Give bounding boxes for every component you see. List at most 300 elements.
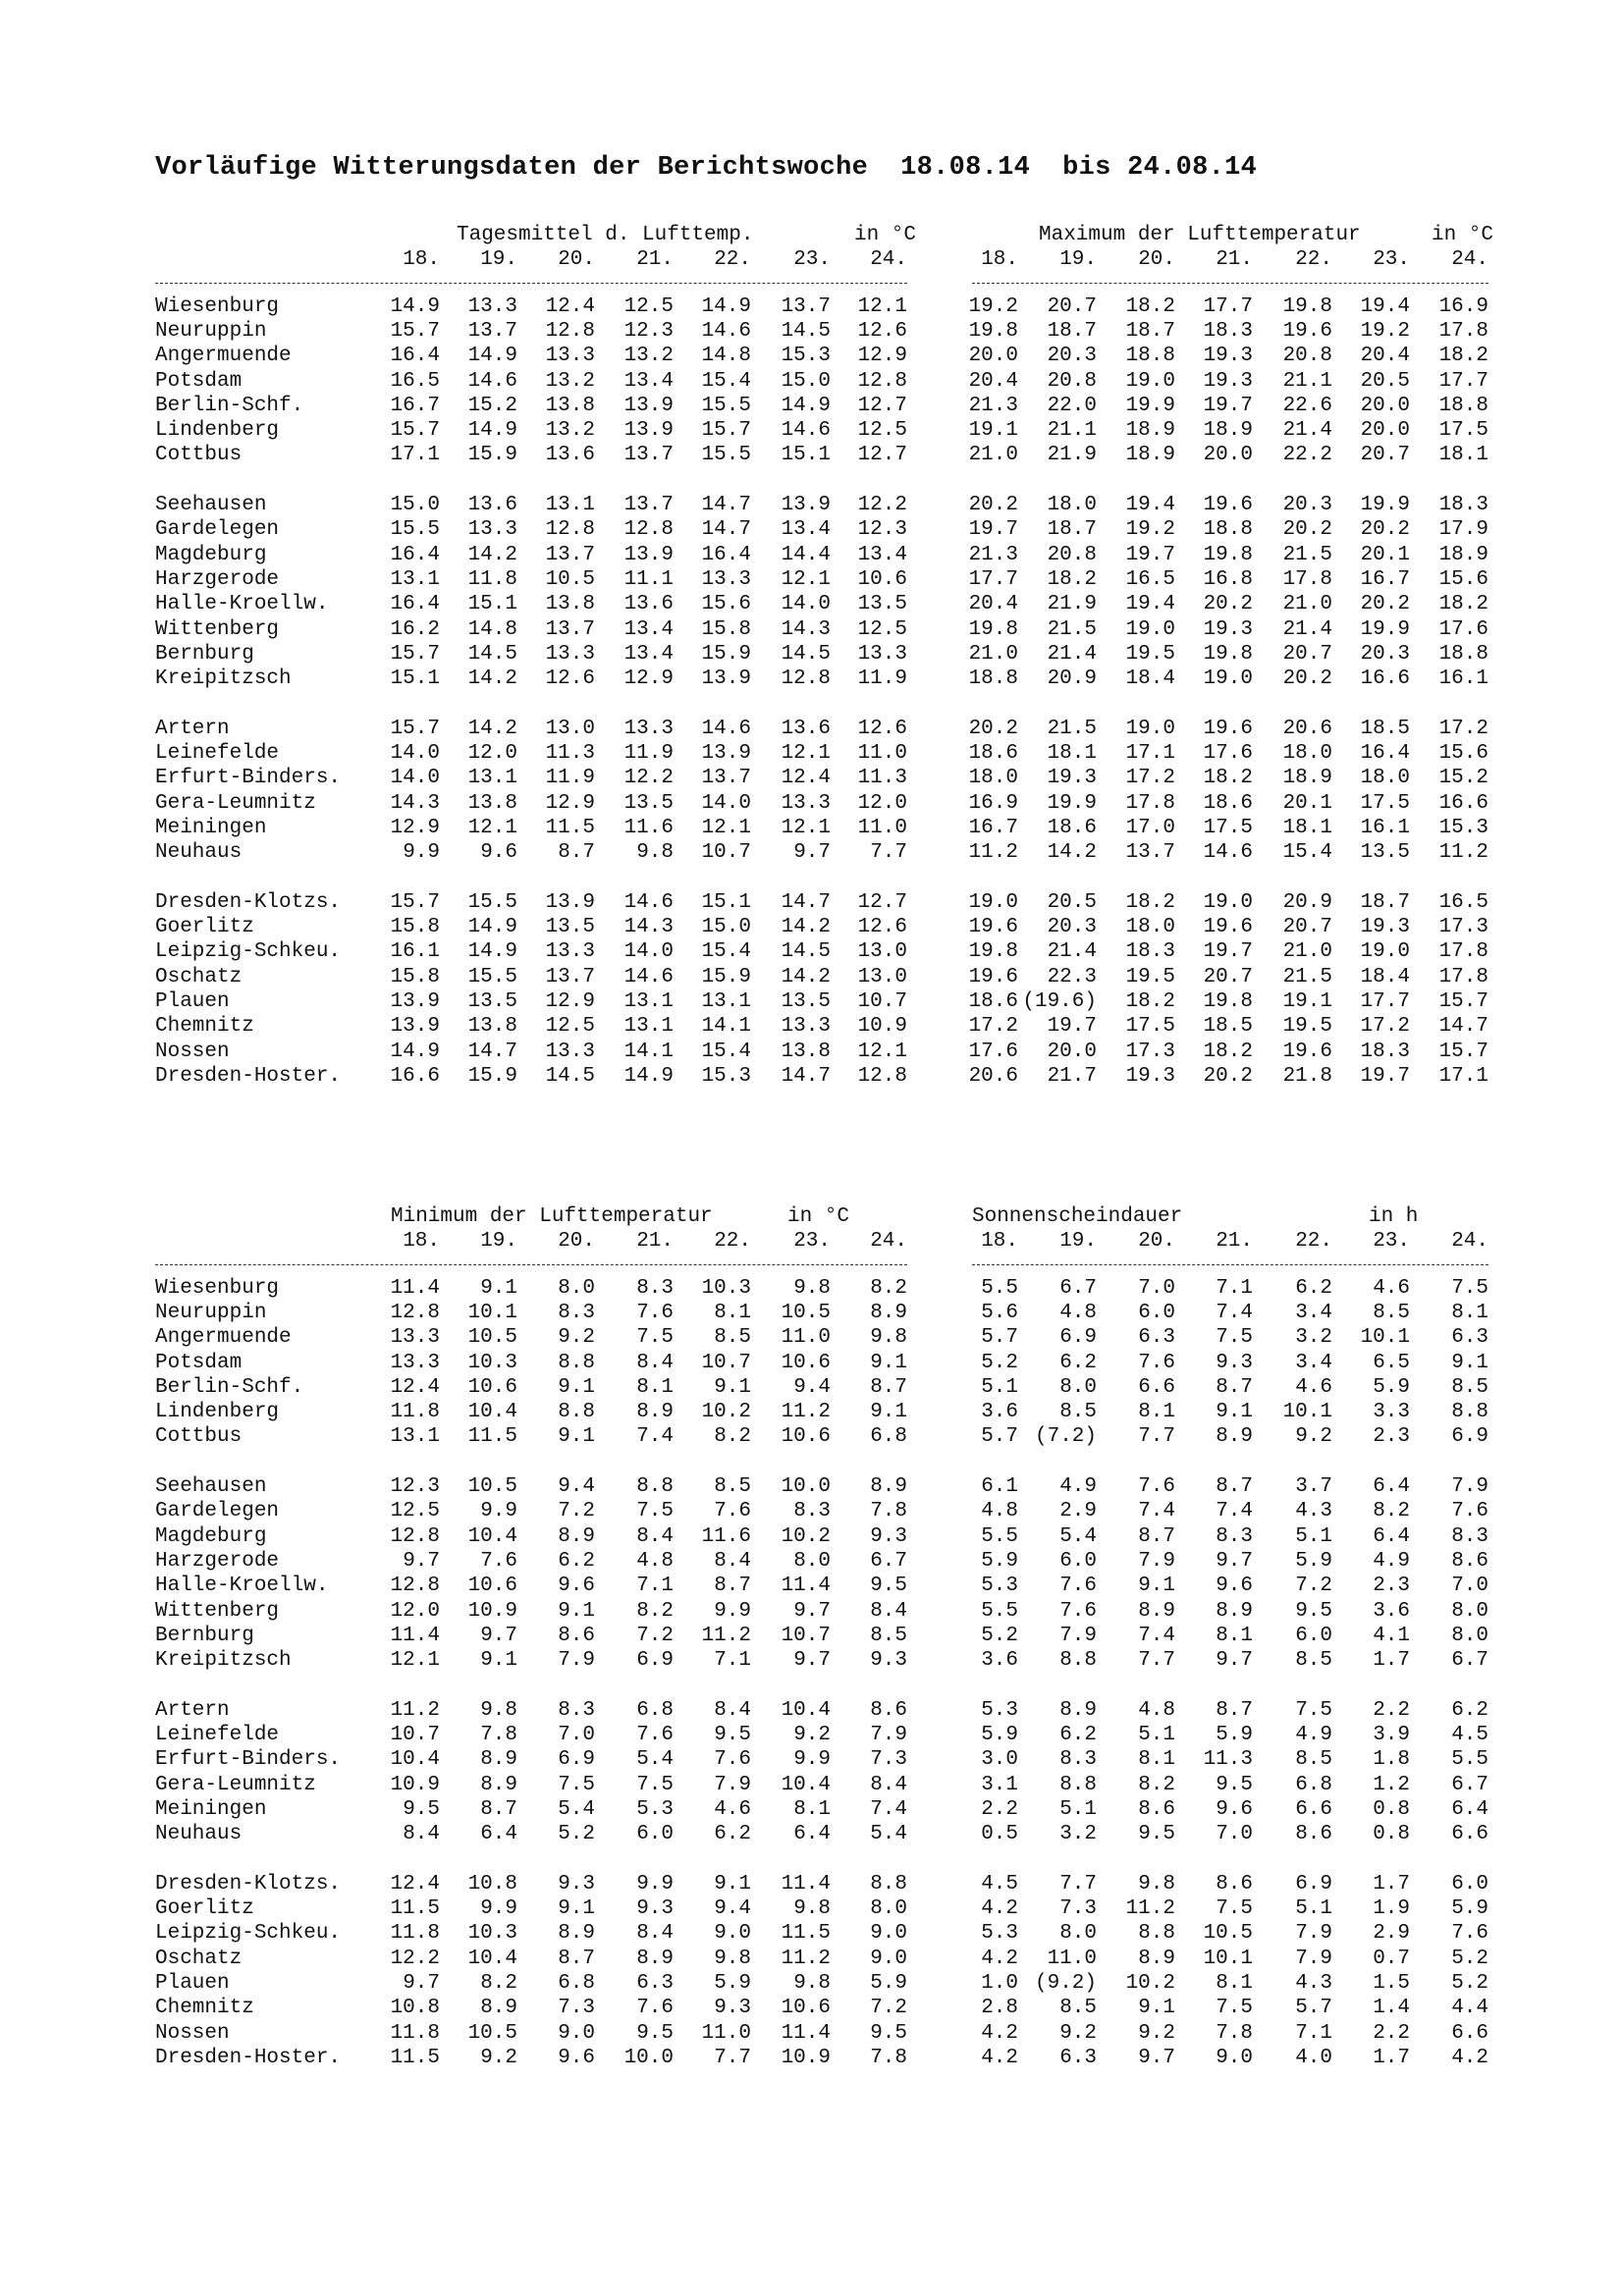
station-name: Chemnitz bbox=[155, 1015, 254, 1039]
value-cell: 8.9 bbox=[870, 1475, 907, 1498]
station-name: Berlin-Schf. bbox=[155, 1375, 304, 1399]
value-cell: 5.9 bbox=[714, 1972, 751, 1995]
value-cell: 18.7 bbox=[1047, 319, 1097, 343]
value-cell: 8.7 bbox=[1138, 1524, 1175, 1548]
value-cell: 15.5 bbox=[701, 394, 751, 417]
value-cell: 15.7 bbox=[390, 319, 440, 343]
station-row bbox=[0, 939, 1623, 964]
value-cell: 6.4 bbox=[480, 1823, 517, 1846]
value-cell: 11.5 bbox=[545, 816, 595, 839]
value-cell: 11.2 bbox=[701, 1624, 751, 1647]
value-cell: 14.5 bbox=[781, 319, 831, 343]
value-cell: 15.6 bbox=[1438, 567, 1488, 591]
value-cell: 14.8 bbox=[701, 345, 751, 368]
value-cell: 21.4 bbox=[1047, 642, 1097, 666]
value-cell: 8.9 bbox=[558, 1524, 595, 1548]
value-cell: 19.4 bbox=[1125, 593, 1175, 616]
value-cell: 3.3 bbox=[1373, 1401, 1410, 1424]
value-cell: 4.6 bbox=[714, 1797, 751, 1821]
station-name: Oschatz bbox=[155, 1947, 243, 1970]
value-cell: 17.5 bbox=[1360, 791, 1410, 815]
value-cell: 13.7 bbox=[781, 294, 831, 318]
value-cell: 4.8 bbox=[636, 1549, 674, 1573]
value-cell: 3.1 bbox=[981, 1773, 1018, 1796]
value-cell: 18.8 bbox=[1125, 345, 1175, 368]
value-cell: 18.7 bbox=[1360, 890, 1410, 914]
value-cell: 19.7 bbox=[1047, 1015, 1097, 1039]
value-cell: 19.2 bbox=[1360, 319, 1410, 343]
value-cell: 5.2 bbox=[981, 1351, 1018, 1374]
value-cell: 15.8 bbox=[701, 617, 751, 641]
value-cell: 14.8 bbox=[467, 617, 517, 641]
value-cell: 20.1 bbox=[1282, 791, 1332, 815]
value-cell: 12.5 bbox=[857, 617, 907, 641]
value-cell: 10.9 bbox=[390, 1773, 440, 1796]
station-name: Angermuende bbox=[155, 345, 292, 368]
value-cell: 9.3 bbox=[558, 1872, 595, 1896]
value-cell: 20.8 bbox=[1047, 369, 1097, 393]
value-cell: 19.6 bbox=[1282, 319, 1332, 343]
value-cell: 11.9 bbox=[545, 767, 595, 790]
value-cell: 2.2 bbox=[1373, 1698, 1410, 1722]
value-cell: 13.3 bbox=[545, 940, 595, 964]
value-cell: 5.9 bbox=[870, 1972, 907, 1995]
day-header: 21. bbox=[636, 248, 674, 272]
value-cell: 15.6 bbox=[1438, 742, 1488, 765]
value-cell: 5.4 bbox=[558, 1797, 595, 1821]
value-cell: 10.5 bbox=[467, 1326, 517, 1350]
day-header: 20. bbox=[558, 1230, 595, 1254]
value-cell: 15.7 bbox=[390, 419, 440, 443]
value-cell: 13.9 bbox=[623, 394, 674, 417]
value-cell: 8.9 bbox=[636, 1947, 674, 1970]
value-cell: 18.6 bbox=[1203, 791, 1253, 815]
value-cell: 5.9 bbox=[1451, 1897, 1488, 1921]
value-cell: 13.3 bbox=[390, 1326, 440, 1350]
value-cell: 10.8 bbox=[467, 1872, 517, 1896]
value-cell: 17.6 bbox=[1203, 742, 1253, 765]
value-cell: 18.0 bbox=[968, 767, 1018, 790]
value-cell: 10.7 bbox=[701, 1351, 751, 1374]
value-cell: 8.3 bbox=[558, 1301, 595, 1324]
value-cell: 13.6 bbox=[545, 444, 595, 467]
value-cell: 6.9 bbox=[1059, 1326, 1097, 1350]
value-cell: 12.9 bbox=[623, 667, 674, 691]
value-cell: 8.9 bbox=[1138, 1947, 1175, 1970]
value-cell: 15.5 bbox=[390, 518, 440, 542]
value-cell: 4.3 bbox=[1295, 1500, 1332, 1523]
value-cell: 10.1 bbox=[1203, 1947, 1253, 1970]
value-cell: 8.4 bbox=[636, 1524, 674, 1548]
value-cell: 7.4 bbox=[636, 1425, 674, 1449]
value-cell: 4.9 bbox=[1373, 1549, 1410, 1573]
station-name: Nossen bbox=[155, 2021, 230, 2045]
value-cell: 13.9 bbox=[701, 742, 751, 765]
value-cell: 6.4 bbox=[793, 1823, 831, 1846]
station-row bbox=[0, 816, 1623, 840]
value-cell: 14.5 bbox=[467, 642, 517, 666]
value-cell: 18.2 bbox=[1125, 294, 1175, 318]
value-cell: 13.9 bbox=[781, 494, 831, 516]
value-cell: 7.9 bbox=[1059, 1624, 1097, 1647]
value-cell: 11.8 bbox=[390, 1922, 440, 1946]
value-cell: 18.2 bbox=[1203, 1040, 1253, 1063]
value-cell: 17.8 bbox=[1125, 791, 1175, 815]
value-cell: 11.5 bbox=[390, 1897, 440, 1921]
value-cell: 20.2 bbox=[968, 494, 1018, 516]
value-cell: 9.1 bbox=[558, 1375, 595, 1399]
value-cell: 18.9 bbox=[1125, 444, 1175, 467]
value-cell: 15.1 bbox=[701, 890, 751, 914]
value-cell: 1.8 bbox=[1373, 1748, 1410, 1772]
value-cell: 7.9 bbox=[558, 1649, 595, 1673]
value-cell: 17.5 bbox=[1125, 1015, 1175, 1039]
value-cell: 3.6 bbox=[1373, 1599, 1410, 1623]
value-cell: 16.8 bbox=[1203, 567, 1253, 591]
value-cell: 1.9 bbox=[1373, 1897, 1410, 1921]
value-cell: 14.0 bbox=[781, 593, 831, 616]
day-header: 19. bbox=[480, 248, 517, 272]
value-cell: 12.4 bbox=[390, 1872, 440, 1896]
value-cell: 8.1 bbox=[636, 1375, 674, 1399]
value-cell: 6.9 bbox=[1451, 1425, 1488, 1449]
value-cell: 10.7 bbox=[857, 990, 907, 1013]
table-heading: Sonnenscheindauer bbox=[972, 1205, 1183, 1228]
station-name: Dresden-Hoster. bbox=[155, 2046, 342, 2069]
value-cell: 18.0 bbox=[1360, 767, 1410, 790]
station-row bbox=[0, 2021, 1623, 2046]
value-cell: 15.0 bbox=[781, 369, 831, 393]
value-cell: 8.9 bbox=[1216, 1425, 1253, 1449]
day-header: 22. bbox=[714, 248, 751, 272]
day-header: 21. bbox=[1216, 248, 1253, 272]
station-row bbox=[0, 1014, 1623, 1039]
value-cell: 13.7 bbox=[545, 965, 595, 988]
value-cell: 12.6 bbox=[857, 717, 907, 740]
value-cell: 9.7 bbox=[403, 1972, 440, 1995]
station-name: Kreipitzsch bbox=[155, 667, 292, 691]
value-cell: 20.0 bbox=[1360, 419, 1410, 443]
value-cell: 9.3 bbox=[1216, 1351, 1253, 1374]
value-cell: 20.2 bbox=[1360, 518, 1410, 542]
value-cell: 15.4 bbox=[701, 1040, 751, 1063]
station-name: Leinefelde bbox=[155, 742, 280, 765]
value-cell: 14.5 bbox=[781, 642, 831, 666]
value-cell: 8.9 bbox=[480, 1773, 517, 1796]
value-cell: 20.7 bbox=[1360, 444, 1410, 467]
value-cell: 8.7 bbox=[870, 1375, 907, 1399]
value-cell: 4.8 bbox=[1059, 1301, 1097, 1324]
value-cell: 11.3 bbox=[545, 742, 595, 765]
value-cell: 12.7 bbox=[857, 444, 907, 467]
value-cell: 7.3 bbox=[558, 1997, 595, 2020]
station-row bbox=[0, 1325, 1623, 1350]
value-cell: 4.9 bbox=[1059, 1475, 1097, 1498]
value-cell: 20.8 bbox=[1047, 543, 1097, 566]
value-cell: 6.7 bbox=[1451, 1649, 1488, 1673]
value-cell: 13.4 bbox=[623, 642, 674, 666]
value-cell: 9.1 bbox=[1138, 1997, 1175, 2020]
value-cell: 20.0 bbox=[1203, 444, 1253, 467]
station-name: Meiningen bbox=[155, 1797, 267, 1821]
station-row bbox=[0, 617, 1623, 642]
station-name: Harzgerode bbox=[155, 1549, 280, 1573]
value-cell: 14.9 bbox=[623, 1064, 674, 1088]
value-cell: 3.4 bbox=[1295, 1301, 1332, 1324]
value-cell: 3.7 bbox=[1295, 1475, 1332, 1498]
value-cell: 8.5 bbox=[714, 1475, 751, 1498]
value-cell: 10.2 bbox=[701, 1401, 751, 1424]
value-cell: 14.3 bbox=[390, 791, 440, 815]
value-cell: 13.7 bbox=[1125, 841, 1175, 865]
value-cell: 13.3 bbox=[781, 791, 831, 815]
value-cell: 8.1 bbox=[1138, 1401, 1175, 1424]
value-cell: 13.2 bbox=[545, 369, 595, 393]
value-cell: 19.8 bbox=[1203, 990, 1253, 1013]
value-cell: 9.1 bbox=[558, 1599, 595, 1623]
value-cell: 13.4 bbox=[857, 543, 907, 566]
value-cell: 13.5 bbox=[1360, 841, 1410, 865]
value-cell: 21.1 bbox=[1047, 419, 1097, 443]
value-cell: 19.0 bbox=[1125, 617, 1175, 641]
value-cell: 9.0 bbox=[558, 2021, 595, 2045]
value-cell: 8.7 bbox=[1216, 1698, 1253, 1722]
value-cell: 20.3 bbox=[1047, 916, 1097, 939]
value-cell: 5.9 bbox=[1373, 1375, 1410, 1399]
value-cell: 9.2 bbox=[480, 2046, 517, 2069]
value-cell: 7.5 bbox=[558, 1773, 595, 1796]
value-cell: 17.0 bbox=[1125, 816, 1175, 839]
value-cell: 9.7 bbox=[1216, 1649, 1253, 1673]
station-name: Halle-Kroellw. bbox=[155, 593, 329, 616]
value-cell: 10.0 bbox=[781, 1475, 831, 1498]
unit-label: in °C bbox=[854, 224, 917, 246]
value-cell: 12.2 bbox=[623, 767, 674, 790]
value-cell: 13.3 bbox=[545, 1040, 595, 1063]
value-cell: 8.6 bbox=[558, 1624, 595, 1647]
value-cell: 18.1 bbox=[1282, 816, 1332, 839]
value-cell: 5.2 bbox=[981, 1624, 1018, 1647]
station-name: Halle-Kroellw. bbox=[155, 1575, 329, 1598]
value-cell: 21.4 bbox=[1282, 617, 1332, 641]
value-cell: 0.5 bbox=[981, 1823, 1018, 1846]
value-cell: 6.2 bbox=[714, 1823, 751, 1846]
value-cell: 13.2 bbox=[545, 419, 595, 443]
unit-label: in °C bbox=[1432, 224, 1494, 246]
value-cell: 7.9 bbox=[714, 1773, 751, 1796]
value-cell: 5.4 bbox=[1059, 1524, 1097, 1548]
value-cell: 17.7 bbox=[1438, 369, 1488, 393]
value-cell: 15.1 bbox=[781, 444, 831, 467]
value-cell: 5.1 bbox=[1059, 1797, 1097, 1821]
value-cell: 13.7 bbox=[545, 543, 595, 566]
value-cell: 20.2 bbox=[1203, 1064, 1253, 1088]
value-cell: 4.5 bbox=[981, 1872, 1018, 1896]
station-row bbox=[0, 418, 1623, 443]
value-cell: 10.5 bbox=[545, 567, 595, 591]
value-cell: 11.2 bbox=[968, 841, 1018, 865]
station-row bbox=[0, 1064, 1623, 1089]
day-header: 21. bbox=[636, 1230, 674, 1254]
value-cell: 7.4 bbox=[1138, 1500, 1175, 1523]
value-cell: 11.4 bbox=[781, 1575, 831, 1598]
station-name: Artern bbox=[155, 717, 230, 740]
value-cell: 12.1 bbox=[467, 816, 517, 839]
value-cell: 1.2 bbox=[1373, 1773, 1410, 1796]
value-cell: 8.9 bbox=[558, 1922, 595, 1946]
value-cell: 11.3 bbox=[1203, 1748, 1253, 1772]
value-cell: 19.7 bbox=[1360, 1064, 1410, 1088]
value-cell: 15.2 bbox=[467, 394, 517, 417]
value-cell: 5.5 bbox=[981, 1276, 1018, 1300]
value-cell: 10.3 bbox=[467, 1351, 517, 1374]
station-row bbox=[0, 1375, 1623, 1400]
value-cell: 10.4 bbox=[390, 1748, 440, 1772]
value-cell: 13.9 bbox=[390, 990, 440, 1013]
value-cell: 9.3 bbox=[870, 1524, 907, 1548]
value-cell: 19.4 bbox=[1125, 494, 1175, 516]
value-cell: 9.9 bbox=[636, 1872, 674, 1896]
value-cell: 9.8 bbox=[793, 1972, 831, 1995]
value-cell: 8.9 bbox=[1138, 1599, 1175, 1623]
value-cell: 13.7 bbox=[623, 494, 674, 516]
value-cell: 11.8 bbox=[390, 1401, 440, 1424]
value-cell: 1.7 bbox=[1373, 1649, 1410, 1673]
station-name: Neuruppin bbox=[155, 319, 267, 343]
value-cell: 8.5 bbox=[1059, 1401, 1097, 1424]
value-cell: 9.6 bbox=[1216, 1575, 1253, 1598]
station-name: Potsdam bbox=[155, 1351, 243, 1374]
day-header: 23. bbox=[793, 1230, 831, 1254]
value-cell: 6.4 bbox=[1373, 1475, 1410, 1498]
value-cell: 10.4 bbox=[467, 1401, 517, 1424]
value-cell: 7.4 bbox=[1138, 1624, 1175, 1647]
value-cell: 7.9 bbox=[1138, 1549, 1175, 1573]
value-cell: 6.2 bbox=[1059, 1351, 1097, 1374]
value-cell: 8.8 bbox=[636, 1475, 674, 1498]
station-name: Cottbus bbox=[155, 1425, 243, 1449]
value-cell: 9.7 bbox=[1138, 2046, 1175, 2069]
station-name: Lindenberg bbox=[155, 419, 280, 443]
station-name: Berlin-Schf. bbox=[155, 394, 304, 417]
table-heading: Minimum der Lufttemperatur bbox=[391, 1205, 713, 1228]
value-cell: 20.6 bbox=[1282, 717, 1332, 740]
value-cell: 7.1 bbox=[714, 1649, 751, 1673]
station-name: Wittenberg bbox=[155, 617, 280, 641]
value-cell: 13.3 bbox=[623, 717, 674, 740]
value-cell: 16.5 bbox=[1438, 890, 1488, 914]
value-cell: 16.4 bbox=[390, 543, 440, 566]
value-cell: 17.7 bbox=[1360, 990, 1410, 1013]
station-name: Erfurt-Binders. bbox=[155, 1748, 342, 1772]
value-cell: 10.6 bbox=[781, 1997, 831, 2020]
value-cell: 11.0 bbox=[857, 742, 907, 765]
value-cell: 15.7 bbox=[1438, 1040, 1488, 1063]
value-cell: 7.1 bbox=[636, 1575, 674, 1598]
value-cell: 14.6 bbox=[623, 965, 674, 988]
value-cell: 4.8 bbox=[1138, 1698, 1175, 1722]
value-cell: 13.0 bbox=[857, 940, 907, 964]
value-cell: (9.2) bbox=[1034, 1972, 1097, 1995]
station-name: Harzgerode bbox=[155, 567, 280, 591]
station-name: Leipzig-Schkeu. bbox=[155, 1922, 342, 1946]
value-cell: 12.1 bbox=[781, 816, 831, 839]
value-cell: 4.4 bbox=[1451, 1997, 1488, 2020]
value-cell: 7.6 bbox=[636, 1301, 674, 1324]
station-row bbox=[0, 2046, 1623, 2070]
value-cell: 14.9 bbox=[467, 419, 517, 443]
value-cell: 17.2 bbox=[1360, 1015, 1410, 1039]
value-cell: 6.2 bbox=[558, 1549, 595, 1573]
value-cell: 8.2 bbox=[1138, 1773, 1175, 1796]
value-cell: 9.6 bbox=[1216, 1797, 1253, 1821]
station-name: Bernburg bbox=[155, 642, 254, 666]
value-cell: 8.5 bbox=[870, 1624, 907, 1647]
value-cell: 7.5 bbox=[1216, 1326, 1253, 1350]
value-cell: 12.9 bbox=[857, 345, 907, 368]
value-cell: 19.8 bbox=[1203, 543, 1253, 566]
day-header: 23. bbox=[1373, 1230, 1410, 1254]
value-cell: 1.5 bbox=[1373, 1972, 1410, 1995]
value-cell: 15.8 bbox=[390, 965, 440, 988]
station-name: Meiningen bbox=[155, 816, 267, 839]
value-cell: 5.9 bbox=[1216, 1724, 1253, 1746]
value-cell: 9.7 bbox=[1216, 1549, 1253, 1573]
value-cell: 3.9 bbox=[1373, 1724, 1410, 1746]
table-heading: Tagesmittel d. Lufttemp. bbox=[457, 224, 754, 246]
value-cell: 9.4 bbox=[793, 1375, 831, 1399]
value-cell: 19.3 bbox=[1203, 617, 1253, 641]
value-cell: 5.3 bbox=[981, 1922, 1018, 1946]
value-cell: 13.3 bbox=[857, 642, 907, 666]
value-cell: 15.8 bbox=[390, 916, 440, 939]
value-cell: 13.1 bbox=[467, 767, 517, 790]
value-cell: 13.0 bbox=[545, 717, 595, 740]
value-cell: 9.0 bbox=[1216, 2046, 1253, 2069]
station-name: Leipzig-Schkeu. bbox=[155, 940, 342, 964]
value-cell: 9.8 bbox=[870, 1326, 907, 1350]
value-cell: 6.3 bbox=[636, 1972, 674, 1995]
value-cell: 12.0 bbox=[390, 1599, 440, 1623]
value-cell: 9.1 bbox=[870, 1401, 907, 1424]
station-name: Lindenberg bbox=[155, 1401, 280, 1424]
value-cell: 20.5 bbox=[1360, 369, 1410, 393]
value-cell: 12.9 bbox=[545, 990, 595, 1013]
value-cell: 14.6 bbox=[701, 319, 751, 343]
value-cell: 8.8 bbox=[870, 1872, 907, 1896]
value-cell: 12.4 bbox=[545, 294, 595, 318]
value-cell: 18.2 bbox=[1125, 890, 1175, 914]
value-cell: 15.7 bbox=[390, 717, 440, 740]
value-cell: 10.1 bbox=[467, 1301, 517, 1324]
value-cell: 8.7 bbox=[558, 1947, 595, 1970]
value-cell: 17.5 bbox=[1438, 419, 1488, 443]
value-cell: 14.9 bbox=[467, 345, 517, 368]
value-cell: 11.0 bbox=[1047, 1947, 1097, 1970]
value-cell: 6.1 bbox=[981, 1475, 1018, 1498]
value-cell: 17.8 bbox=[1438, 965, 1488, 988]
value-cell: 12.8 bbox=[545, 518, 595, 542]
value-cell: 20.4 bbox=[968, 593, 1018, 616]
value-cell: 17.5 bbox=[1203, 816, 1253, 839]
value-cell: 12.1 bbox=[701, 816, 751, 839]
value-cell: 13.9 bbox=[701, 667, 751, 691]
station-row bbox=[0, 1424, 1623, 1449]
value-cell: 2.2 bbox=[981, 1797, 1018, 1821]
station-row bbox=[0, 344, 1623, 368]
value-cell: 5.7 bbox=[981, 1425, 1018, 1449]
value-cell: 15.9 bbox=[701, 642, 751, 666]
